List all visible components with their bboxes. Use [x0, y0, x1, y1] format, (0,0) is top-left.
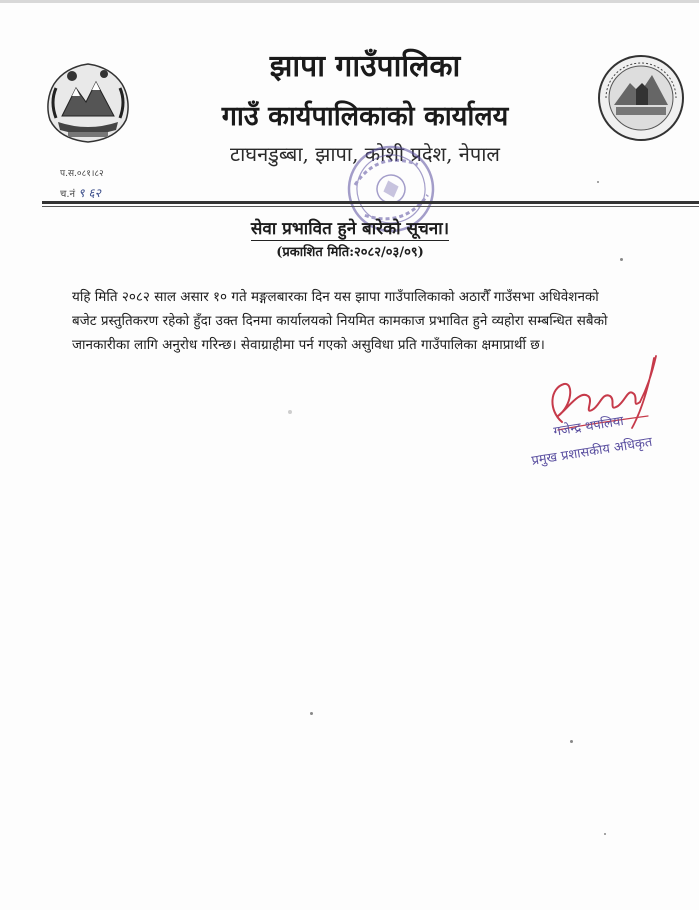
signatory-name: गजेन्द्र थपलिया — [552, 413, 625, 440]
dispatch-number — [60, 184, 101, 201]
scan-speck — [570, 740, 573, 743]
header-divider-thin — [42, 206, 699, 207]
letter-reference-number: प.स.०८१।८२ — [60, 169, 104, 179]
municipality-name: झापा गाउँपालिका — [269, 49, 461, 84]
signatory-designation: प्रमुख प्रशासकीय अधिकृत — [530, 434, 654, 469]
header-divider — [42, 201, 699, 204]
notice-heading-text: सेवा प्रभावित हुने बारेको सूचना। — [250, 219, 450, 239]
notice-body-line: यहि मिति २०८२ साल असार १० गते मङ्गलबारका दिन यस झापा गाउँपालिकाको अठारौँ गाउँसभा अधिवेशनको — [72, 289, 599, 305]
scan-edge — [0, 0, 699, 3]
dispatch-number-prefix: च.नं — [60, 189, 76, 200]
publish-date: (प्रकाशित मिति:२०८२/०३/०९) — [276, 245, 424, 260]
scan-speck — [604, 833, 606, 835]
scan-speck — [310, 712, 313, 715]
notice-body — [72, 285, 692, 357]
office-name: गाउँ कार्यपालिकाको कार्यालय — [221, 101, 509, 132]
jhapa-rural-municipality-logo-icon — [596, 53, 686, 143]
scan-speck — [620, 258, 623, 261]
notice-heading — [200, 216, 500, 239]
dispatch-number-value: ९ ६२ — [78, 186, 101, 200]
scan-speck — [288, 410, 292, 414]
scan-speck — [597, 181, 599, 183]
office-address: टाघनडुब्बा, झापा, कोशी प्रदेश, नेपाल — [230, 142, 500, 166]
notice-body-line: जानकारीका लागि अनुरोध गरिन्छ। सेवाग्राहीमा पर्न गएको असुविधा प्रति गाउँपालिका क्षमाप्रार्थी छ। — [72, 337, 545, 353]
nepal-government-emblem-icon — [42, 58, 134, 150]
notice-body-line: बजेट प्रस्तुतिकरण रहेको हुँदा उक्त दिनमा कार्यालयको नियमित कामकाज प्रभावित हुने व्यहोरा सम्बन्धित सबैको — [72, 313, 608, 329]
